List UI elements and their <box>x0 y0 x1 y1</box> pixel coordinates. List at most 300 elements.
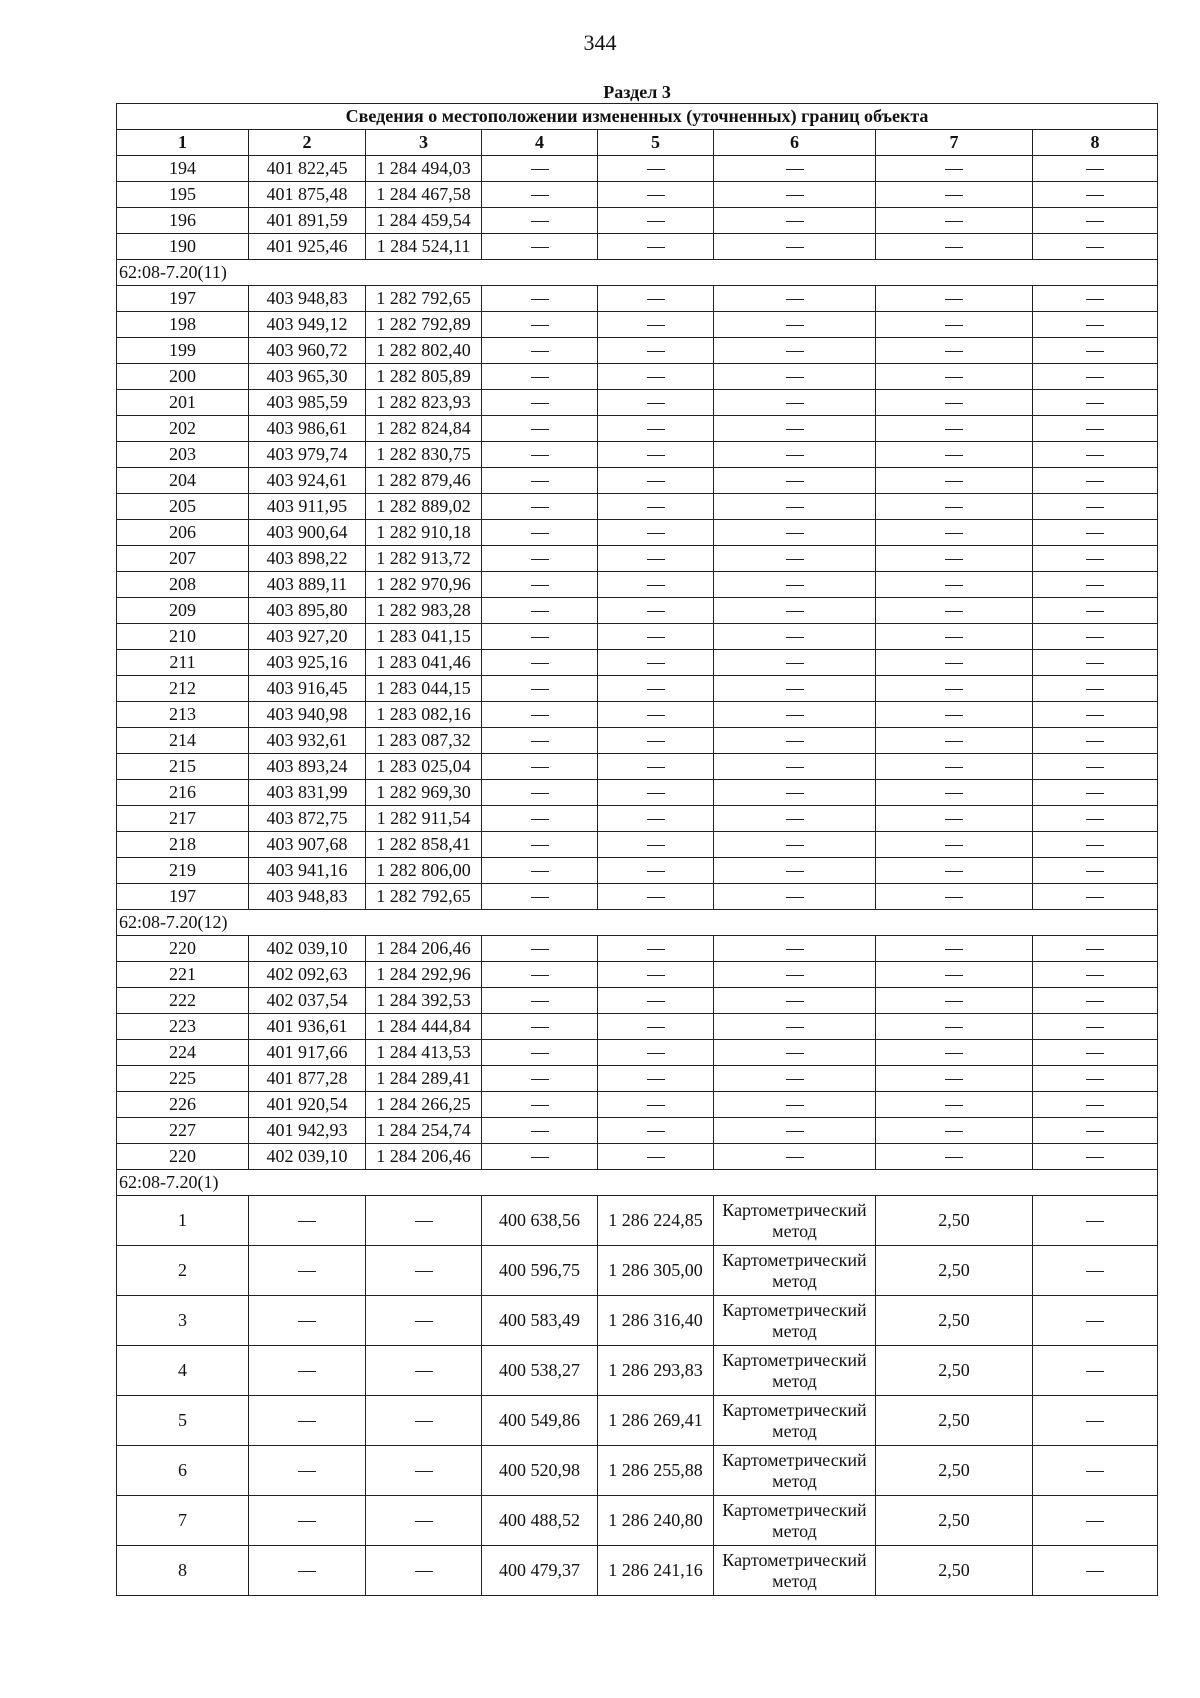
table-cell: 201 <box>117 390 249 416</box>
empty-cell-dash <box>1033 962 1158 988</box>
empty-cell-dash <box>366 1196 482 1246</box>
table-cell: 402 039,10 <box>249 1144 366 1170</box>
empty-cell-dash <box>482 286 598 312</box>
table-cell: 1 282 802,40 <box>366 338 482 364</box>
table-cell: 1 284 206,46 <box>366 1144 482 1170</box>
dash-mark <box>1086 1053 1104 1054</box>
table-cell: 1 286 240,80 <box>598 1496 714 1546</box>
dash-mark <box>786 767 804 768</box>
dash-mark <box>647 351 665 352</box>
column-header: 7 <box>876 130 1033 156</box>
dash-mark <box>945 403 963 404</box>
table-cell: 403 927,20 <box>249 624 366 650</box>
empty-cell-dash <box>366 1446 482 1496</box>
table-cell: 208 <box>117 572 249 598</box>
empty-cell-dash <box>876 208 1033 234</box>
group-label-row <box>117 260 1158 286</box>
table-cell: Картометрический метод <box>714 1196 876 1246</box>
table-cell: 403 925,16 <box>249 650 366 676</box>
empty-cell-dash <box>598 1014 714 1040</box>
dash-mark <box>945 429 963 430</box>
empty-cell-dash <box>482 572 598 598</box>
table-cell: 2,50 <box>876 1246 1033 1296</box>
dash-mark <box>415 1521 433 1522</box>
empty-cell-dash <box>1033 546 1158 572</box>
dash-mark <box>647 1027 665 1028</box>
dash-mark <box>1086 325 1104 326</box>
dash-mark <box>786 221 804 222</box>
table-cell: 1 282 792,65 <box>366 286 482 312</box>
column-header: 2 <box>249 130 366 156</box>
table-cell: 1 282 806,00 <box>366 858 482 884</box>
empty-cell-dash <box>598 494 714 520</box>
table-row <box>117 650 1158 676</box>
empty-cell-dash <box>482 364 598 390</box>
table-cell: 1 283 044,15 <box>366 676 482 702</box>
empty-cell-dash <box>714 728 876 754</box>
table-cell: 222 <box>117 988 249 1014</box>
dash-mark <box>647 299 665 300</box>
empty-cell-dash <box>482 1144 598 1170</box>
empty-cell-dash <box>1033 650 1158 676</box>
empty-cell-dash <box>876 572 1033 598</box>
dash-mark <box>647 1157 665 1158</box>
table-cell: 3 <box>117 1296 249 1346</box>
empty-cell-dash <box>482 754 598 780</box>
dash-mark <box>298 1321 316 1322</box>
column-header: 8 <box>1033 130 1158 156</box>
table-cell: 400 538,27 <box>482 1346 598 1396</box>
table-cell: 6 <box>117 1446 249 1496</box>
dash-mark <box>531 1027 549 1028</box>
table-cell: 227 <box>117 1118 249 1144</box>
dash-mark <box>1086 299 1104 300</box>
table-row <box>117 468 1158 494</box>
dash-mark <box>531 611 549 612</box>
table-cell: 403 986,61 <box>249 416 366 442</box>
section-label: Раздел 3 <box>117 81 1158 104</box>
table-row <box>117 754 1158 780</box>
dash-mark <box>945 871 963 872</box>
table-cell: 198 <box>117 312 249 338</box>
dash-mark <box>531 871 549 872</box>
empty-cell-dash <box>714 234 876 260</box>
empty-cell-dash <box>598 728 714 754</box>
empty-cell-dash <box>876 832 1033 858</box>
table-cell: 221 <box>117 962 249 988</box>
dash-mark <box>531 845 549 846</box>
dash-mark <box>1086 533 1104 534</box>
empty-cell-dash <box>1033 676 1158 702</box>
table-cell: 1 286 305,00 <box>598 1246 714 1296</box>
dash-mark <box>531 819 549 820</box>
dash-mark <box>786 845 804 846</box>
table-cell: 220 <box>117 936 249 962</box>
table-row <box>117 1496 1158 1546</box>
empty-cell-dash <box>366 1496 482 1546</box>
empty-cell-dash <box>482 650 598 676</box>
dash-mark <box>647 871 665 872</box>
table-cell: 199 <box>117 338 249 364</box>
dash-mark <box>786 1053 804 1054</box>
dash-mark <box>786 819 804 820</box>
dash-mark <box>298 1471 316 1472</box>
table-cell: 403 889,11 <box>249 572 366 598</box>
dash-mark <box>1086 507 1104 508</box>
empty-cell-dash <box>249 1346 366 1396</box>
table-row <box>117 208 1158 234</box>
empty-cell-dash <box>1033 442 1158 468</box>
dash-mark <box>647 377 665 378</box>
table-row <box>117 728 1158 754</box>
table-cell: 1 282 970,96 <box>366 572 482 598</box>
dash-mark <box>647 663 665 664</box>
dash-mark <box>1086 1027 1104 1028</box>
table-cell: 1 283 025,04 <box>366 754 482 780</box>
empty-cell-dash <box>482 624 598 650</box>
table-cell: 197 <box>117 884 249 910</box>
dash-mark <box>945 1157 963 1158</box>
table-row <box>117 1014 1158 1040</box>
table-cell: 2,50 <box>876 1296 1033 1346</box>
empty-cell-dash <box>714 416 876 442</box>
dash-mark <box>531 585 549 586</box>
empty-cell-dash <box>1033 520 1158 546</box>
dash-mark <box>945 663 963 664</box>
table-cell: Картометрический метод <box>714 1246 876 1296</box>
empty-cell-dash <box>598 156 714 182</box>
empty-cell-dash <box>598 234 714 260</box>
table-cell: 1 286 316,40 <box>598 1296 714 1346</box>
dash-mark <box>647 637 665 638</box>
dash-mark <box>531 793 549 794</box>
dash-mark <box>647 897 665 898</box>
table-cell: 403 911,95 <box>249 494 366 520</box>
table-row <box>117 572 1158 598</box>
empty-cell-dash <box>482 468 598 494</box>
empty-cell-dash <box>249 1496 366 1546</box>
dash-mark <box>1086 611 1104 612</box>
empty-cell-dash <box>482 494 598 520</box>
dash-mark <box>1086 949 1104 950</box>
empty-cell-dash <box>482 1040 598 1066</box>
table-cell: 2,50 <box>876 1496 1033 1546</box>
table-cell: 219 <box>117 858 249 884</box>
table-row <box>117 780 1158 806</box>
dash-mark <box>1086 1421 1104 1422</box>
table-cell: 400 520,98 <box>482 1446 598 1496</box>
empty-cell-dash <box>1033 702 1158 728</box>
table-cell: 1 283 082,16 <box>366 702 482 728</box>
empty-cell-dash <box>482 546 598 572</box>
empty-cell-dash <box>249 1546 366 1596</box>
group-label-row <box>117 1170 1158 1196</box>
dash-mark <box>415 1221 433 1222</box>
empty-cell-dash <box>366 1396 482 1446</box>
empty-cell-dash <box>876 1144 1033 1170</box>
empty-cell-dash <box>366 1546 482 1596</box>
dash-mark <box>647 949 665 950</box>
dash-mark <box>786 663 804 664</box>
table-cell: Картометрический метод <box>714 1446 876 1496</box>
empty-cell-dash <box>714 754 876 780</box>
empty-cell-dash <box>598 1040 714 1066</box>
dash-mark <box>531 975 549 976</box>
table-cell: 1 282 823,93 <box>366 390 482 416</box>
table-cell: 1 282 983,28 <box>366 598 482 624</box>
empty-cell-dash <box>714 494 876 520</box>
dash-mark <box>945 195 963 196</box>
empty-cell-dash <box>482 234 598 260</box>
table-row <box>117 1144 1158 1170</box>
empty-cell-dash <box>1033 1346 1158 1396</box>
dash-mark <box>945 1027 963 1028</box>
empty-cell-dash <box>714 1066 876 1092</box>
empty-cell-dash <box>714 780 876 806</box>
empty-cell-dash <box>598 520 714 546</box>
table-cell: 196 <box>117 208 249 234</box>
dash-mark <box>1086 975 1104 976</box>
empty-cell-dash <box>482 806 598 832</box>
dash-mark <box>1086 585 1104 586</box>
empty-cell-dash <box>714 442 876 468</box>
table-cell: Картометрический метод <box>714 1546 876 1596</box>
empty-cell-dash <box>1033 416 1158 442</box>
empty-cell-dash <box>249 1196 366 1246</box>
dash-mark <box>786 715 804 716</box>
dash-mark <box>1086 1471 1104 1472</box>
table-row <box>117 312 1158 338</box>
table-cell: 1 282 913,72 <box>366 546 482 572</box>
empty-cell-dash <box>714 546 876 572</box>
table-cell: 1 284 467,58 <box>366 182 482 208</box>
dash-mark <box>786 1105 804 1106</box>
empty-cell-dash <box>876 390 1033 416</box>
table-cell: 1 286 224,85 <box>598 1196 714 1246</box>
dash-mark <box>531 1105 549 1106</box>
dash-mark <box>1086 715 1104 716</box>
empty-cell-dash <box>482 832 598 858</box>
empty-cell-dash <box>598 832 714 858</box>
empty-cell-dash <box>1033 988 1158 1014</box>
empty-cell-dash <box>714 624 876 650</box>
table-row <box>117 156 1158 182</box>
dash-mark <box>647 247 665 248</box>
table-cell: 213 <box>117 702 249 728</box>
table-row <box>117 806 1158 832</box>
table-cell: 403 941,16 <box>249 858 366 884</box>
empty-cell-dash <box>1033 936 1158 962</box>
dash-mark <box>647 403 665 404</box>
dash-mark <box>786 247 804 248</box>
table-cell: 403 916,45 <box>249 676 366 702</box>
dash-mark <box>1086 377 1104 378</box>
table-row <box>117 1396 1158 1446</box>
dash-mark <box>647 845 665 846</box>
dash-mark <box>1086 1571 1104 1572</box>
dash-mark <box>786 507 804 508</box>
dash-mark <box>1086 1001 1104 1002</box>
empty-cell-dash <box>598 442 714 468</box>
empty-cell-dash <box>598 1118 714 1144</box>
dash-mark <box>945 507 963 508</box>
empty-cell-dash <box>598 624 714 650</box>
dash-mark <box>945 793 963 794</box>
empty-cell-dash <box>714 676 876 702</box>
empty-cell-dash <box>1033 1144 1158 1170</box>
empty-cell-dash <box>598 1092 714 1118</box>
table-row <box>117 676 1158 702</box>
empty-cell-dash <box>1033 312 1158 338</box>
dash-mark <box>647 559 665 560</box>
dash-mark <box>1086 819 1104 820</box>
dash-mark <box>531 221 549 222</box>
dash-mark <box>786 533 804 534</box>
empty-cell-dash <box>876 338 1033 364</box>
dash-mark <box>786 1079 804 1080</box>
dash-mark <box>945 481 963 482</box>
dash-mark <box>786 637 804 638</box>
table-cell: 223 <box>117 1014 249 1040</box>
dash-mark <box>945 221 963 222</box>
dash-mark <box>531 949 549 950</box>
table-row <box>117 702 1158 728</box>
empty-cell-dash <box>714 858 876 884</box>
empty-cell-dash <box>714 1014 876 1040</box>
empty-cell-dash <box>249 1246 366 1296</box>
dash-mark <box>1086 845 1104 846</box>
dash-mark <box>945 741 963 742</box>
empty-cell-dash <box>1033 572 1158 598</box>
table-cell: 403 831,99 <box>249 780 366 806</box>
empty-cell-dash <box>598 1144 714 1170</box>
table-cell: 401 925,46 <box>249 234 366 260</box>
table-cell: 1 282 889,02 <box>366 494 482 520</box>
empty-cell-dash <box>366 1346 482 1396</box>
table-cell: 200 <box>117 364 249 390</box>
dash-mark <box>786 975 804 976</box>
empty-cell-dash <box>714 364 876 390</box>
table-cell: 400 549,86 <box>482 1396 598 1446</box>
table-cell: 403 893,24 <box>249 754 366 780</box>
dash-mark <box>415 1321 433 1322</box>
table-cell: 207 <box>117 546 249 572</box>
empty-cell-dash <box>876 520 1033 546</box>
table-cell: 403 895,80 <box>249 598 366 624</box>
table-cell: 403 898,22 <box>249 546 366 572</box>
empty-cell-dash <box>714 312 876 338</box>
dash-mark <box>647 1053 665 1054</box>
dash-mark <box>531 897 549 898</box>
empty-cell-dash <box>876 1118 1033 1144</box>
empty-cell-dash <box>482 182 598 208</box>
empty-cell-dash <box>876 858 1033 884</box>
empty-cell-dash <box>1033 364 1158 390</box>
table-row <box>117 182 1158 208</box>
table-cell: 1 286 255,88 <box>598 1446 714 1496</box>
table-cell: 212 <box>117 676 249 702</box>
dash-mark <box>531 559 549 560</box>
table-cell: 5 <box>117 1396 249 1446</box>
dash-mark <box>647 481 665 482</box>
dash-mark <box>647 1105 665 1106</box>
table-cell: 1 284 289,41 <box>366 1066 482 1092</box>
dash-mark <box>786 897 804 898</box>
table-cell: 206 <box>117 520 249 546</box>
empty-cell-dash <box>714 468 876 494</box>
empty-cell-dash <box>714 1118 876 1144</box>
empty-cell-dash <box>598 676 714 702</box>
table-cell: 1 284 494,03 <box>366 156 482 182</box>
table-title: Сведения о местоположении измененных (уточненных) границ объекта <box>117 104 1158 130</box>
dash-mark <box>1086 169 1104 170</box>
empty-cell-dash <box>714 598 876 624</box>
table-cell: 205 <box>117 494 249 520</box>
table-cell: 403 940,98 <box>249 702 366 728</box>
dash-mark <box>647 689 665 690</box>
empty-cell-dash <box>714 650 876 676</box>
column-header-row <box>117 130 1158 156</box>
empty-cell-dash <box>1033 858 1158 884</box>
group-label-row <box>117 910 1158 936</box>
dash-mark <box>1086 897 1104 898</box>
table-row <box>117 546 1158 572</box>
table-cell: 216 <box>117 780 249 806</box>
table-cell: 1 282 824,84 <box>366 416 482 442</box>
empty-cell-dash <box>714 806 876 832</box>
table-cell: 1 286 293,83 <box>598 1346 714 1396</box>
dash-mark <box>1086 221 1104 222</box>
dash-mark <box>945 975 963 976</box>
boundary-coordinates-table <box>116 81 1158 1596</box>
empty-cell-dash <box>876 806 1033 832</box>
table-cell: 402 037,54 <box>249 988 366 1014</box>
empty-cell-dash <box>876 988 1033 1014</box>
empty-cell-dash <box>249 1396 366 1446</box>
dash-mark <box>531 247 549 248</box>
table-cell: 1 282 910,18 <box>366 520 482 546</box>
empty-cell-dash <box>1033 1014 1158 1040</box>
dash-mark <box>531 663 549 664</box>
table-row <box>117 442 1158 468</box>
table-row <box>117 1546 1158 1596</box>
dash-mark <box>945 767 963 768</box>
dash-mark <box>786 741 804 742</box>
empty-cell-dash <box>714 936 876 962</box>
dash-mark <box>298 1521 316 1522</box>
dash-mark <box>945 455 963 456</box>
empty-cell-dash <box>714 1144 876 1170</box>
dash-mark <box>786 351 804 352</box>
dash-mark <box>1086 247 1104 248</box>
empty-cell-dash <box>1033 1396 1158 1446</box>
empty-cell-dash <box>1033 884 1158 910</box>
group-label: 62:08-7.20(1) <box>117 1170 1158 1196</box>
dash-mark <box>531 715 549 716</box>
empty-cell-dash <box>876 650 1033 676</box>
dash-mark <box>945 533 963 534</box>
empty-cell-dash <box>876 546 1033 572</box>
table-cell: 401 822,45 <box>249 156 366 182</box>
table-cell: 204 <box>117 468 249 494</box>
empty-cell-dash <box>598 702 714 728</box>
section-label-row <box>117 81 1158 104</box>
empty-cell-dash <box>714 884 876 910</box>
empty-cell-dash <box>876 416 1033 442</box>
empty-cell-dash <box>876 676 1033 702</box>
empty-cell-dash <box>1033 1496 1158 1546</box>
dash-mark <box>647 715 665 716</box>
